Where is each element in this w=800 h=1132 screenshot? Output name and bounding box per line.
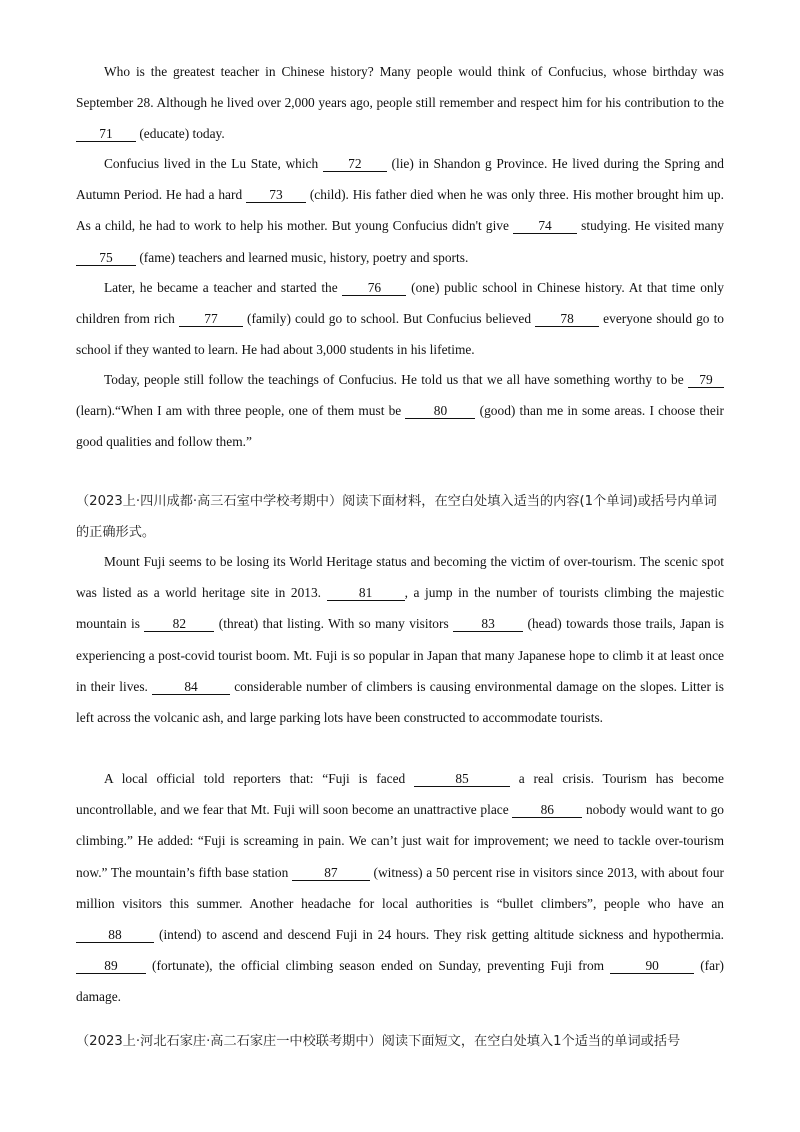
blank-72[interactable]: 72 <box>323 157 387 172</box>
blank-76[interactable]: 76 <box>342 281 406 296</box>
blank-83[interactable]: 83 <box>453 617 523 632</box>
blank-89[interactable]: 89 <box>76 959 146 974</box>
blank-77[interactable]: 77 <box>179 312 243 327</box>
blank-75[interactable]: 75 <box>76 251 136 266</box>
blank-84[interactable]: 84 <box>152 680 230 695</box>
blank-90[interactable]: 90 <box>610 959 694 974</box>
passage1-paragraph-3: Later, he became a teacher and started the 76 (one) public school in Chinese history. At that time only children from rich 77 (family) could go to school. But Confucius believed 78 everyone should go to school if they wanted to learn. He had about 3,000 students in his lifetime. <box>76 280 724 358</box>
blank-82[interactable]: 82 <box>144 617 214 632</box>
blank-81[interactable]: 81 <box>327 586 405 601</box>
section-heading-2: （2023上·四川成都·高三石室中学校考期中）阅读下面材料，在空白处填入适当的内容(1个单词)或括号内单词的正确形式。 <box>76 494 717 540</box>
blank-79[interactable]: 79 <box>688 373 724 388</box>
passage2-paragraph-2: A local official told reporters that: “Fuji is faced 85 a real crisis. Tourism has become uncontrollable, and we fear that Mt. Fuji will soon become an unattractive place 86 nobody would want to go climbing.” He added: “Fuji is screaming in pain. We can’t just wait for improvement; we need to tackle over-tourism now.” The mountain’s fifth base station 87 (witness) a 50 percent rise in visitors since 2013, with about four million visitors this summer. Another headache for local authorities is “bullet climbers”, people who have an 88 (intend) to ascend and descend Fuji in 24 hours. They risk getting altitude sickness and hypothermia. 89 (fortunate), the official climbing season ended on Sunday, preventing Fuji from 90 (far) damage. <box>76 771 725 1005</box>
blank-73[interactable]: 73 <box>246 188 306 203</box>
passage1-paragraph-2: Confucius lived in the Lu State, which 72 (lie) in Shandon g Province. He lived during the Spring and Autumn Period. He had a hard 73 (child). His father died when he was only three. His mother brought him up. As a child, he had to work to help his mother. But young Confucius didn't give 74 studying. He visited many 75 (fame) teachers and learned music, history, poetry and sports. <box>76 156 724 265</box>
passage2-paragraph-1: Mount Fuji seems to be losing its World Heritage status and becoming the victim of over-tourism. The scenic spot was listed as a world heritage site in 2013. 81 , a jump in the number of tourists climbing the majestic mountain is 82 (threat) that listing. With so many visitors 83 (head) towards those trails, Japan is experiencing a post-covid tourist boom. Mt. Fuji is so popular in Japan that many Japanese hope to climb it at least once in their lives. 84 considerable number of climbers is causing environmental damage on the slopes. Litter is left across the volcanic ash, and large parking lots have been constructed to accommodate tourists. <box>76 554 724 726</box>
blank-74[interactable]: 74 <box>513 219 577 234</box>
blank-86[interactable]: 86 <box>512 803 582 818</box>
passage1-paragraph-1: Who is the greatest teacher in Chinese history? Many people would think of Confucius, whose birthday was September 28. Although he lived over 2,000 years ago, people still remember and respect him for his contribution to the 71 (educate) today. <box>76 64 724 142</box>
blank-87[interactable]: 87 <box>292 866 370 881</box>
blank-85[interactable]: 85 <box>414 772 510 787</box>
passage1-paragraph-4: Today, people still follow the teachings of Confucius. He told us that we all have something worthy to be 79 (learn).“When I am with three people, one of them must be 80 (good) than me in some areas. I choose their good qualities and follow them.” <box>76 372 725 450</box>
blank-80[interactable]: 80 <box>405 404 475 419</box>
blank-88[interactable]: 88 <box>76 928 154 943</box>
section-heading-3: （2023上·河北石家庄·高二石家庄一中校联考期中）阅读下面短文，在空白处填入1个适当的单词或括号 <box>76 1034 681 1049</box>
blank-71[interactable]: 71 <box>76 127 136 142</box>
blank-78[interactable]: 78 <box>535 312 599 327</box>
